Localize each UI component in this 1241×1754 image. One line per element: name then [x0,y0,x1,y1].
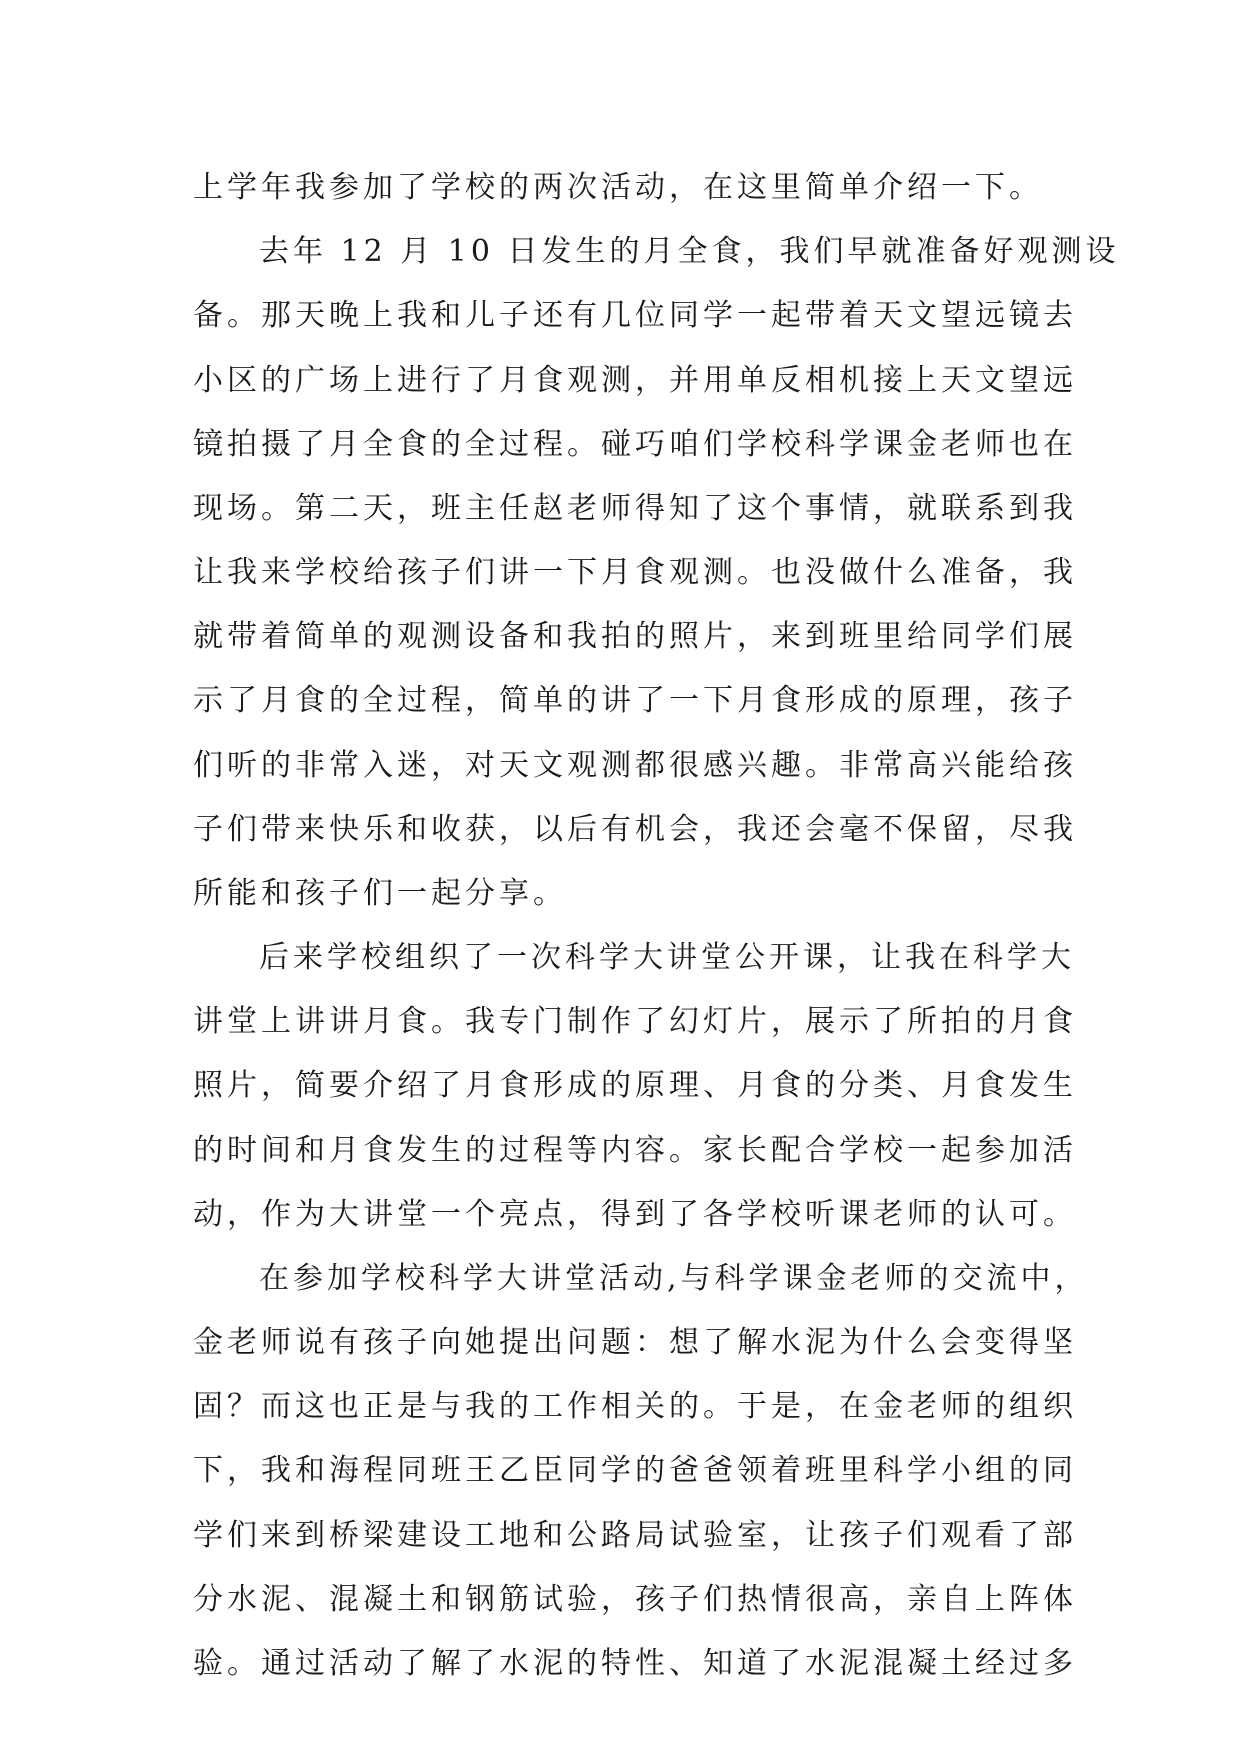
text-line-5: 镜拍摄了月全食的全过程。碰巧咱们学校科学课金老师也在 [193,427,1077,462]
text-line-22: 学们来到桥梁建设工地和公路局试验室，让孩子们观看了部 [193,1518,1077,1553]
text-line-6: 现场。第二天，班主任赵老师得知了这个事情，就联系到我 [193,491,1077,526]
text-line-16: 的时间和月食发生的过程等内容。家长配合学校一起参加活 [193,1133,1077,1168]
text-line-21: 下，我和海程同班王乙臣同学的爸爸领着班里科学小组的同 [193,1453,1077,1488]
text-line-17: 动，作为大讲堂一个亮点，得到了各学校听课老师的认可。 [193,1197,1077,1232]
text-line-8: 就带着简单的观测设备和我拍的照片，来到班里给同学们展 [193,619,1077,654]
text-line-9: 示了月食的全过程，简单的讲了一下月食形成的原理，孩子 [193,683,1077,718]
text-line-13: 后来学校组织了一次科学大讲堂公开课，让我在科学大 [259,940,1075,975]
text-line-14: 讲堂上讲讲月食。我专门制作了幻灯片，展示了所拍的月食 [193,1004,1077,1039]
text-line-24: 验。通过活动了解了水泥的特性、知道了水泥混凝土经过多 [193,1646,1077,1681]
text-line-1: 上学年我参加了学校的两次活动，在这里简单介绍一下。 [193,170,1043,205]
text-line-4: 小区的广场上进行了月食观测，并用单反相机接上天文望远 [193,363,1077,398]
text-line-3: 备。那天晚上我和儿子还有几位同学一起带着天文望远镜去 [193,298,1077,333]
text-line-19: 金老师说有孩子向她提出问题：想了解水泥为什么会变得坚 [193,1325,1077,1360]
text-line-12: 所能和孩子们一起分享。 [193,876,567,911]
text-line-11: 子们带来快乐和收获，以后有机会，我还会毫不保留，尽我 [193,812,1077,847]
text-line-15: 照片，简要介绍了月食形成的原理、月食的分类、月食发生 [193,1068,1077,1103]
text-line-23: 分水泥、混凝土和钢筋试验，孩子们热情很高，亲自上阵体 [193,1582,1077,1617]
text-line-20: 固？而这也正是与我的工作相关的。于是，在金老师的组织 [193,1389,1077,1424]
text-line-7: 让我来学校给孩子们讲一下月食观测。也没做什么准备，我 [193,555,1077,590]
text-line-18: 在参加学校科学大讲堂活动,与科学课金老师的交流中， [259,1261,1089,1296]
text-line-2: 去年 12 月 10 日发生的月全食，我们早就准备好观测设 [259,234,1120,269]
text-line-10: 们听的非常入迷，对天文观测都很感兴趣。非常高兴能给孩 [193,748,1077,783]
